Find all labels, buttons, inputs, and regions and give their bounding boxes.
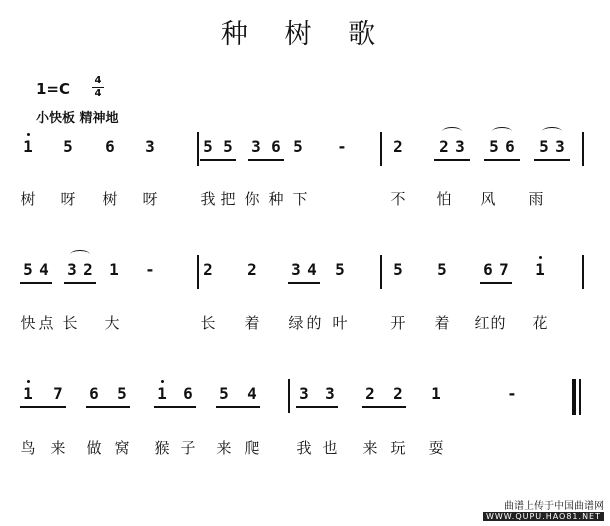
note: 7 [499,260,509,279]
eighth-beam [362,406,406,408]
eighth-beam [480,282,512,284]
lyric-char: 鸟 [20,439,36,457]
note: 5 [393,260,403,279]
eighth-beam [20,282,52,284]
note: 5 [335,260,345,279]
lyric-char: 窝 [114,439,130,457]
lyric-char: 你 [244,190,260,208]
lyric-char: 树 [20,190,36,208]
note: 1 [23,137,33,156]
note: 6 [89,384,99,403]
watermark [483,497,604,521]
note: 3 [455,137,465,156]
note: 4 [247,384,257,403]
song-title: 种 树 歌 [220,19,390,50]
eighth-beam [64,282,96,284]
lyric-char: 不 [390,190,406,208]
eighth-beam [296,406,338,408]
octave-dot [161,380,164,383]
slur [70,250,90,259]
eighth-beam [20,406,66,408]
watermark-text: 曲谱上传于中国曲谱网 [504,501,604,512]
note: 3 [251,137,261,156]
tempo-marking: 小快板 精神地 [36,111,119,126]
note: 6 [271,137,281,156]
note: 4 [39,260,49,279]
lyric-char: 绿 [288,314,304,332]
note: 2 [247,260,257,279]
lyric-char: 开 [390,314,406,332]
lyric-char: 我 [296,439,312,457]
eighth-beam [534,159,570,161]
note: 1 [109,260,119,279]
lyric-char: 的 [490,314,506,332]
note: 5 [223,137,233,156]
note: 5 [117,384,127,403]
note: 5 [63,137,73,156]
octave-dot [27,380,30,383]
eighth-beam [216,406,260,408]
eighth-beam [288,282,320,284]
sustain-dash: - [146,260,154,279]
note: 2 [439,137,449,156]
barline [288,379,290,413]
lyric-char: 叶 [332,314,348,332]
lyric-char: 玩 [390,439,406,457]
lyric-char: 爬 [244,439,260,457]
time-signature-top: 4 [94,75,102,86]
note: 5 [203,137,213,156]
barline [582,132,584,166]
note: 6 [483,260,493,279]
lyric-char: 的 [306,314,322,332]
note: 6 [105,137,115,156]
barline [582,255,584,289]
octave-dot [27,133,30,136]
eighth-beam [248,159,284,161]
note: 7 [53,384,63,403]
slur [442,127,462,136]
lyric-char: 种 [268,190,284,208]
eighth-beam [154,406,196,408]
lyric-char: 点 [38,314,54,332]
lyric-char: 雨 [528,190,544,208]
note: 2 [203,260,213,279]
slur [492,127,512,136]
note: 5 [219,384,229,403]
lyric-char: 风 [480,190,496,208]
lyric-char: 来 [50,439,66,457]
note: 5 [23,260,33,279]
note: 1 [535,260,545,279]
note: 5 [293,137,303,156]
slur [542,127,562,136]
lyric-char: 我 [200,190,216,208]
watermark-url: WWW.QUPU.HAO81.NET [483,512,604,521]
note: 4 [307,260,317,279]
lyric-char: 怕 [436,190,452,208]
note: 1 [157,384,167,403]
lyric-char: 来 [216,439,232,457]
lyric-char: 做 [86,439,102,457]
lyric-char: 着 [244,314,260,332]
lyric-char: 子 [180,439,196,457]
lyric-char: 猴 [154,439,170,457]
note: 3 [555,137,565,156]
note: 1 [23,384,33,403]
note: 3 [67,260,77,279]
sustain-dash: - [338,137,346,156]
lyric-char: 花 [532,314,548,332]
sustain-dash: - [508,384,516,403]
note: 2 [393,384,403,403]
note: 1 [431,384,441,403]
barline [380,255,382,289]
lyric-char: 红 [474,314,490,332]
lyric-char: 树 [102,190,118,208]
lyric-char: 呀 [142,190,158,208]
time-signature [92,76,104,99]
barline [380,132,382,166]
eighth-beam [86,406,130,408]
lyric-char: 长 [62,314,78,332]
time-signature-bottom: 4 [94,88,102,99]
lyric-char: 也 [322,439,338,457]
note: 6 [505,137,515,156]
lyric-char: 来 [362,439,378,457]
lyric-char: 呀 [60,190,76,208]
lyric-char: 把 [220,190,236,208]
eighth-beam [434,159,470,161]
octave-dot [539,256,542,259]
note: 3 [299,384,309,403]
note: 6 [183,384,193,403]
note: 2 [393,137,403,156]
lyric-char: 下 [292,190,308,208]
lyric-char: 耍 [428,439,444,457]
note: 3 [325,384,335,403]
note: 5 [489,137,499,156]
barline [197,255,199,289]
note: 3 [291,260,301,279]
barline [197,132,199,166]
lyric-char: 着 [434,314,450,332]
note: 3 [145,137,155,156]
barline [579,379,581,415]
note: 2 [83,260,93,279]
eighth-beam [200,159,236,161]
note: 5 [437,260,447,279]
key-signature: 1=C [36,80,71,98]
lyric-char: 大 [104,314,120,332]
lyric-char: 快 [20,314,36,332]
final-barline [572,379,576,415]
lyric-char: 长 [200,314,216,332]
note: 5 [539,137,549,156]
eighth-beam [484,159,520,161]
note: 2 [365,384,375,403]
